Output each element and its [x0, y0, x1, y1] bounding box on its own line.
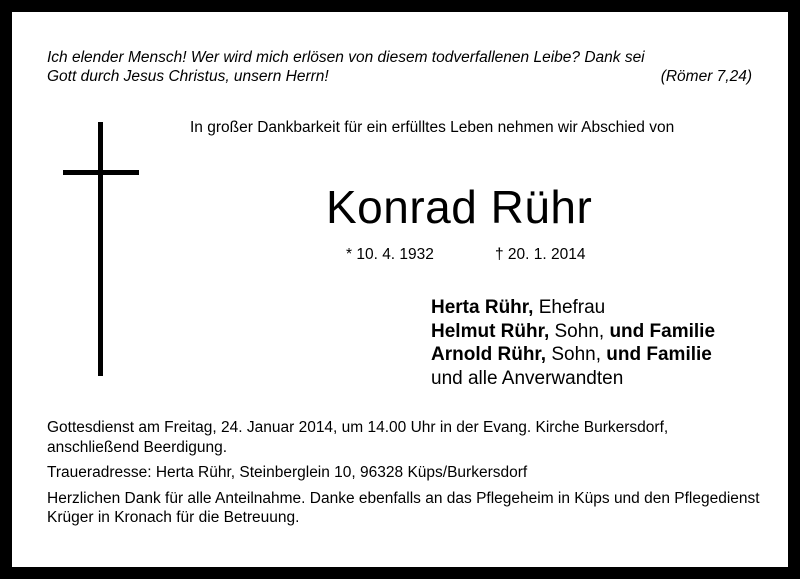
mourner-row	[431, 343, 715, 367]
cross-horizontal-bar	[63, 170, 139, 175]
verse-line-1: Ich elender Mensch! Wer wird mich erlösen von diesem todverfallenen Leibe? Dank sei	[47, 49, 645, 66]
mourner-relation: Sohn,	[549, 320, 605, 342]
bible-verse	[47, 48, 752, 86]
mourner-suffix: und Familie	[601, 344, 712, 365]
notice-details	[47, 418, 762, 534]
mourner-suffix: und Familie	[604, 320, 716, 342]
mourner-relation: Sohn,	[546, 344, 601, 365]
verse-line-2: Gott durch Jesus Christus, unsern Herrn!	[47, 68, 329, 85]
mourner-relation: Ehefrau	[533, 297, 606, 318]
service-info: Gottesdienst am Freitag, 24. Januar 2014, um 14.00 Uhr in der Evang. Kirche Burkersdorf, anschließend Beerdigung.	[47, 419, 669, 456]
mourners-closing: und alle Anverwandten	[431, 367, 624, 389]
thanks-note: Herzlichen Dank für alle Anteilnahme. Danke ebenfalls an das Pflegeheim in Küps und den Pflegedienst Krüger in Kronach für die Betreuung.	[47, 489, 760, 526]
deceased-name: Konrad Rühr	[326, 181, 593, 233]
mourner-row	[431, 320, 715, 344]
verse-reference: (Römer 7,24)	[660, 68, 752, 85]
mourner-name: Arnold Rühr,	[431, 344, 547, 365]
mourners-list	[431, 296, 715, 390]
mourner-name: Helmut Rühr,	[431, 320, 550, 342]
mourner-name: Herta Rühr,	[431, 297, 534, 318]
death-date: † 20. 1. 2014	[495, 246, 586, 263]
mourning-address: Traueradresse: Herta Rühr, Steinberglein 10, 96328 Küps/Burkersdorf	[47, 464, 528, 481]
mourner-row	[431, 296, 715, 320]
birth-date: * 10. 4. 1932	[346, 246, 434, 263]
cross-vertical-bar	[98, 122, 103, 376]
intro-text: In großer Dankbarkeit für ein erfülltes Leben nehmen wir Abschied von	[190, 119, 675, 136]
